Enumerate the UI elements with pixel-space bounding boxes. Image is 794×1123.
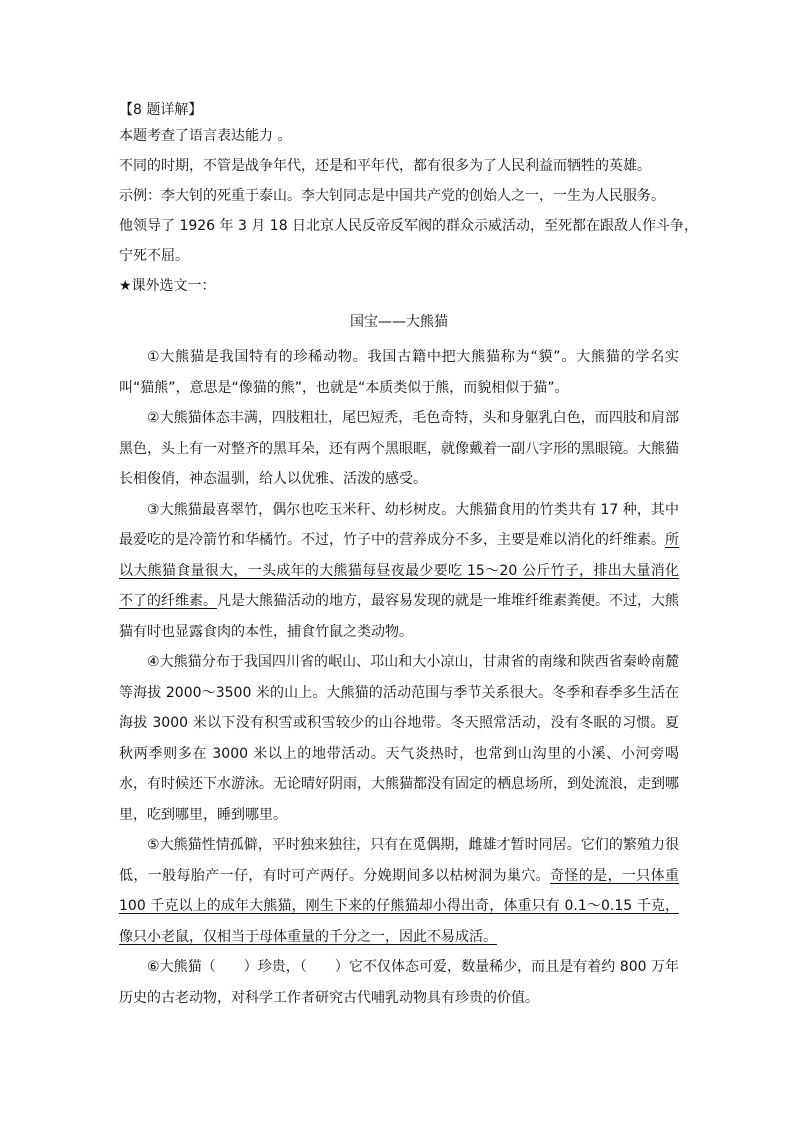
answer-line-4: 他领导了 1926 年 3 月 18 日北京人民反帝反军阀的群众示威活动，至死都在跟敌人作斗争， (119, 218, 699, 234)
answer-line-1: 本题考查了语言表达能力 。 (119, 128, 292, 144)
paragraph-3-text-b: 凡是大熊猫活动的地方，最容易发现的就是一堆堆纤维素粪便。不过，大熊猫有时也显露食肉的本性，捕食竹鼠之类动物。 (119, 593, 679, 640)
paragraph-5 (119, 830, 679, 952)
document-page (119, 100, 699, 1013)
paragraph-4: ④大熊猫分布于我国四川省的岷山、邛山和大小凉山，甘肃省的南缘和陕西省秦岭南麓等海拔 2000～3500 米的山上。大熊猫的活动范围与季节关系很大。冬季和春季多生活在海拔 3000 米以下没有积雪或积雪较少的山谷地带。冬天照常活动，没有冬眠的习惯。夏秋两季则多在 3000 米以上的地带活动。天气炎热时，也常到山沟里的小溪、小河旁喝水，有时候还下水游泳。无论晴好阴雨，大熊猫都没有固定的栖息场所，到处流浪，走到哪里，吃到哪里，睡到哪里。 (119, 654, 679, 823)
paragraph-6: ⑥大熊猫（ ）珍贵，（ ）它不仅体态可爱，数量稀少，而且是有着约 800 万年历史的古老动物，对科学工作者研究古代哺乳动物具有珍贵的价值。 (119, 959, 679, 1006)
answer-line-5: 宁死不屈。 (119, 248, 189, 264)
answer-line-3: 示例：李大钊的死重于泰山。李大钊同志是中国共产党的创始人之一，一生为人民服务。 (119, 188, 665, 204)
paragraph-3-text-a: ③大熊猫最喜翠竹，偶尔也吃玉米秆、幼杉树皮。大熊猫食用的竹类共有 17 种，其中最爱吃的是冷箭竹和华橘竹。不过，竹子中的营养成分不多，主要是难以消化的纤维素。 (119, 501, 679, 548)
paragraph-3-underlined: 所以大熊猫食量很大，一头成年的大熊猫每昼夜最少要吃 15～20 公斤竹子，排出大量消化不了的纤维素。 (119, 532, 679, 609)
paragraph-2: ②大熊猫体态丰满，四肢粗壮，尾巴短秃，毛色奇特，头和身躯乳白色，而四肢和肩部黑色，头上有一对整齐的黑耳朵，还有两个黑眼眶，就像戴着一副八字形的黑眼镜。大熊猫长相俊俏，神态温驯，给人以优雅、活泼的感受。 (119, 410, 679, 487)
article-title: 国宝——大熊猫 (350, 314, 448, 330)
paragraph-3 (119, 495, 679, 648)
paragraph-1: ①大熊猫是我国特有的珍稀动物。我国古籍中把大熊猫称为“貘”。大熊猫的学名实叫“猫熊”，意思是“像猫的熊”，也就是“本质类似于熊，而貌相似于猫”。 (119, 349, 679, 396)
paragraph-5-text-a: ⑤大熊猫性情孤僻，平时独来独往，只有在觅偶期，雌雄才暂时同居。它们的繁殖力很低，一般每胎产一仔，有时可产两仔。分娩期间多以枯树洞为巢穴。 (119, 837, 679, 884)
answer-heading: 【8 题详解】 (119, 102, 203, 118)
answer-line-2: 不同的时期，不管是战争年代，还是和平年代，都有很多为了人民利益而牺牲的英雄。 (119, 158, 651, 174)
section-heading: ★课外选文一： (119, 278, 216, 294)
paragraph-5-underlined: 奇怪的是，一只体重 100 千克以上的成年大熊猫，刚生下来的仔熊猫却小得出奇，体重只有 0.1～0.15 千克，像只小老鼠，仅相当于母体重量的千分之一，因此不易成活。 (119, 867, 680, 945)
